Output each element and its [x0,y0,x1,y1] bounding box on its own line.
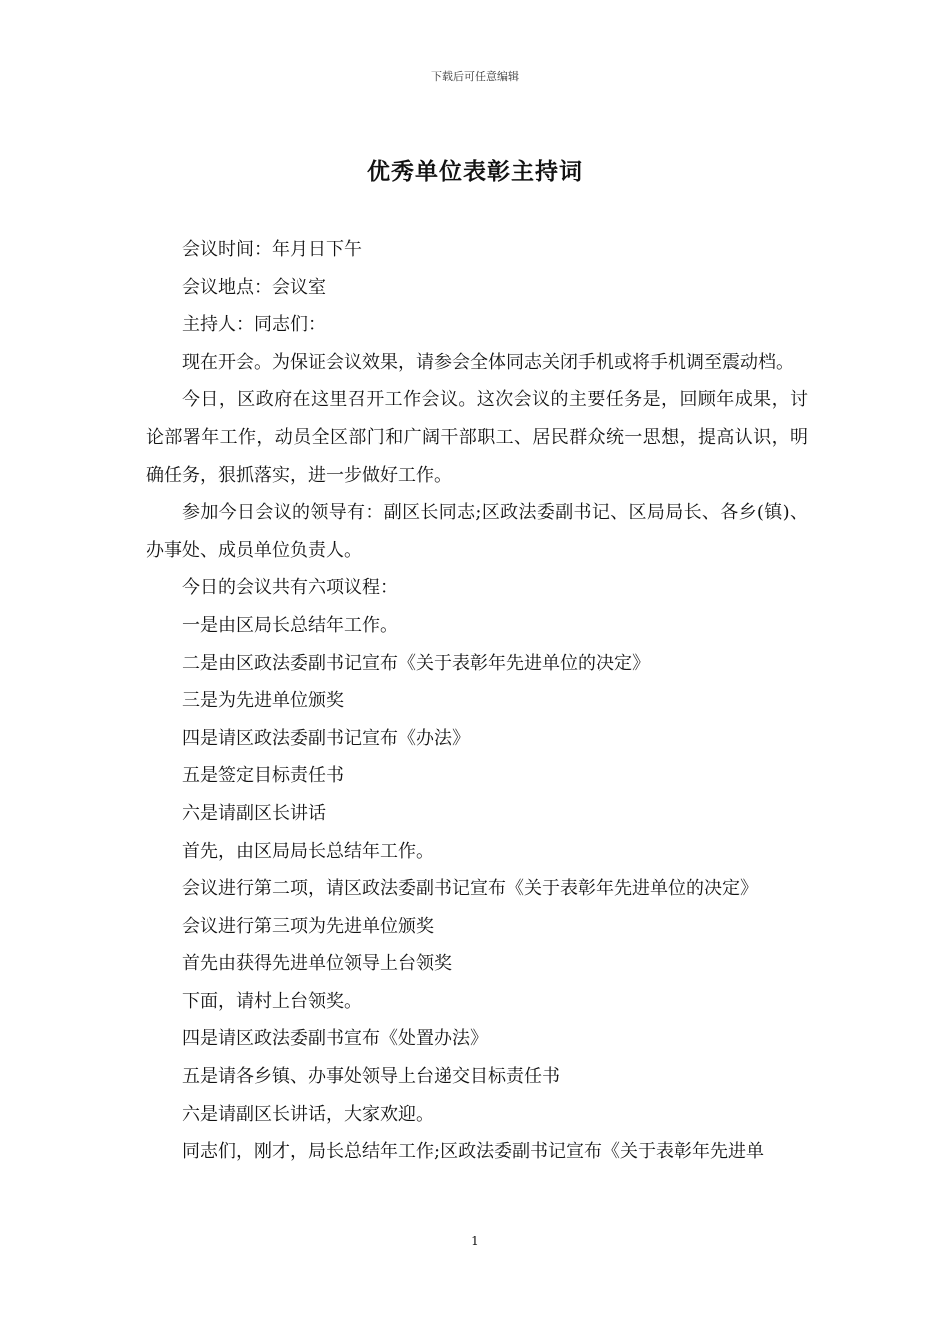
paragraph-agenda-intro: 今日的会议共有六项议程： [182,577,398,599]
paragraph-summary: 同志们，刚才，局长总结年工作;区政法委副书记宣布《关于表彰年先进单 [182,1141,765,1163]
agenda-item-2: 二是由区政法委副书记宣布《关于表彰年先进单位的决定》 [182,652,650,674]
paragraph-step-3: 会议进行第三项为先进单位颁奖 [182,915,434,937]
paragraph-award-1: 首先由获得先进单位领导上台领奖 [182,953,452,975]
paragraph-meeting-place: 会议地点：会议室 [182,276,326,298]
paragraph-purpose: 今日，区政府在这里召开工作会议。这次会议的主要任务是，回顾年成果，讨论部署年工作，动员全区部门和广阔干部职工、居民群众统一思想，提高认识，明确任务，狠抓落实，进一步做好工作。 [146,389,808,486]
agenda-item-5: 五是签定目标责任书 [182,765,344,787]
document-title: 优秀单位表彰主持词 [367,158,583,185]
paragraph-attendees: 参加今日会议的领导有：副区长同志;区政法委副书记、区局局长、各乡(镇)、办事处、成员单位负责人。 [146,502,808,561]
agenda-item-4: 四是请区政法委副书记宣布《办法》 [182,727,470,749]
paragraph-meeting-time: 会议时间：年月日下午 [182,239,362,260]
paragraph-step-4: 四是请区政法委副书宣布《处置办法》 [182,1028,488,1050]
paragraph-step-2: 会议进行第二项，请区政法委副书记宣布《关于表彰年先进单位的决定》 [182,878,758,900]
paragraph-step-6: 六是请副区长讲话，大家欢迎。 [182,1103,434,1125]
paragraph-step-1: 首先，由区局局长总结年工作。 [182,840,434,862]
header-note: 下载后可任意编辑 [431,70,519,83]
paragraph-host: 主持人：同志们： [182,314,326,336]
paragraph-award-2: 下面，请村上台领奖。 [182,990,362,1012]
document-body [146,231,808,1171]
agenda-item-1: 一是由区局长总结年工作。 [182,614,398,636]
paragraph-step-5: 五是请各乡镇、办事处领导上台递交目标责任书 [182,1066,560,1088]
agenda-item-3: 三是为先进单位颁奖 [182,690,344,712]
page-number: 1 [471,1234,479,1248]
agenda-item-6: 六是请副区长讲话 [182,802,326,824]
paragraph-opening: 现在开会。为保证会议效果，请参会全体同志关闭手机或将手机调至震动档。 [182,351,794,373]
